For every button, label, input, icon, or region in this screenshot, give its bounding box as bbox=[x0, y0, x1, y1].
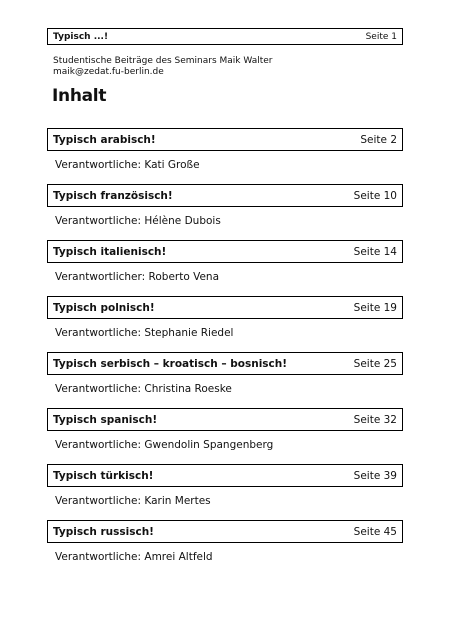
toc-entry bbox=[47, 520, 403, 576]
toc-entry-title: Typisch polnisch! bbox=[53, 301, 155, 314]
toc-entry-page: Seite 39 bbox=[353, 469, 397, 482]
toc-entry-box bbox=[47, 128, 403, 151]
toc-entry bbox=[47, 184, 403, 240]
toc-entry-box bbox=[47, 520, 403, 543]
toc-entry-title: Typisch arabisch! bbox=[53, 133, 156, 146]
toc-entry-box bbox=[47, 464, 403, 487]
toc-entry-page: Seite 14 bbox=[353, 245, 397, 258]
toc-entry-title: Typisch serbisch – kroatisch – bosnisch! bbox=[53, 357, 288, 370]
intro-block bbox=[53, 56, 272, 78]
toc-entry bbox=[47, 464, 403, 520]
toc-entry bbox=[47, 128, 403, 184]
toc-entry-title: Typisch französisch! bbox=[53, 189, 173, 202]
toc-entry-page: Seite 32 bbox=[353, 413, 397, 426]
intro-email: maik@zedat.fu-berlin.de bbox=[53, 67, 164, 77]
header-page-number: Seite 1 bbox=[365, 31, 397, 42]
toc-entry-box bbox=[47, 184, 403, 207]
toc-entry-person: Verantwortliche: Hélène Dubois bbox=[55, 215, 221, 227]
toc-entry bbox=[47, 352, 403, 408]
toc-entry-page: Seite 2 bbox=[360, 133, 397, 146]
header-title: Typisch ...! bbox=[53, 31, 109, 42]
toc-entry-person: Verantwortliche: Gwendolin Spangenberg bbox=[55, 439, 274, 451]
toc-entry-box bbox=[47, 352, 403, 375]
running-header bbox=[47, 28, 403, 45]
toc-entry-person: Verantwortliche: Kati Große bbox=[55, 159, 200, 171]
toc-entry-title: Typisch türkisch! bbox=[53, 469, 154, 482]
toc-entry-page: Seite 25 bbox=[353, 357, 397, 370]
toc-entry-person: Verantwortliche: Christina Roeske bbox=[55, 383, 232, 395]
intro-seminar-line: Studentische Beiträge des Seminars Maik Walter bbox=[53, 56, 273, 66]
toc-entry bbox=[47, 240, 403, 296]
toc-list bbox=[47, 128, 403, 576]
toc-entry-title: Typisch russisch! bbox=[53, 525, 154, 538]
toc-entry bbox=[47, 408, 403, 464]
toc-entry-person: Verantwortliche: Karin Mertes bbox=[55, 495, 211, 507]
toc-entry-title: Typisch italienisch! bbox=[53, 245, 167, 258]
toc-entry-box bbox=[47, 408, 403, 431]
toc-entry-person: Verantwortlicher: Roberto Vena bbox=[55, 271, 220, 283]
toc-entry-person: Verantwortliche: Amrei Altfeld bbox=[55, 551, 213, 563]
toc-entry-box bbox=[47, 296, 403, 319]
toc-entry-page: Seite 45 bbox=[353, 525, 397, 538]
toc-entry-title: Typisch spanisch! bbox=[53, 413, 158, 426]
toc-entry bbox=[47, 296, 403, 352]
toc-entry-page: Seite 19 bbox=[353, 301, 397, 314]
toc-entry-person: Verantwortliche: Stephanie Riedel bbox=[55, 327, 234, 339]
page-title: Inhalt bbox=[52, 86, 107, 106]
toc-entry-page: Seite 10 bbox=[353, 189, 397, 202]
toc-entry-box bbox=[47, 240, 403, 263]
